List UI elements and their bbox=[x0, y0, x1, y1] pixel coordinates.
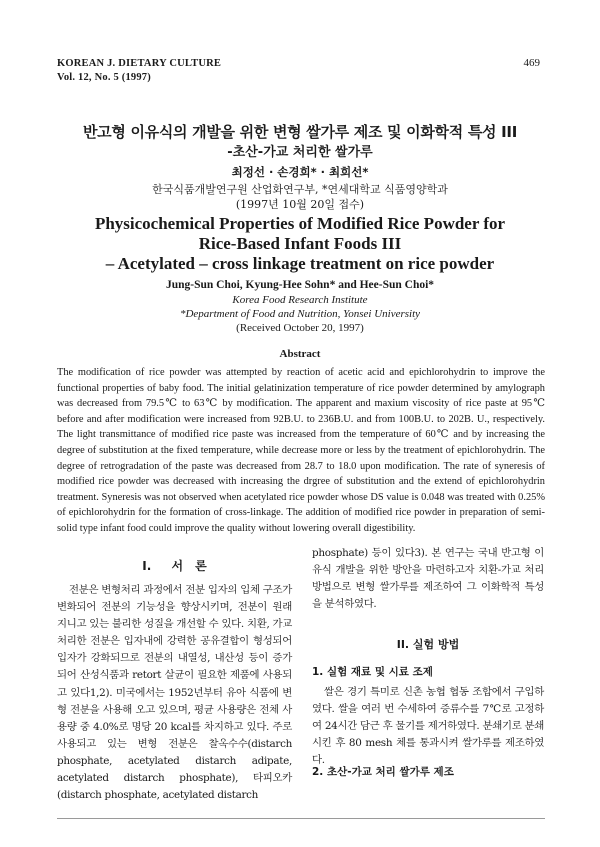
journal-header bbox=[57, 57, 221, 85]
english-institute-1: Korea Food Research Institute bbox=[232, 294, 368, 306]
korean-subtitle: -초산-가교 처리한 쌀가루 bbox=[227, 145, 373, 160]
subsection-2-heading: 2. 초산-가교 처리 쌀가루 제조 bbox=[312, 766, 454, 778]
page-number: 469 bbox=[523, 57, 540, 69]
abstract-text: The modification of rice powder was attempted by reaction of acetic acid and epichlorohydrin to improve the functional properties of baby food. The initial gelatinization temperature of rice powder determined by amylograph was decreased from 79.5℃ to 63℃ by modification. The apparent and maxium viscosity of rice paste at 95℃ before and after modification were increased from 92B.U. to 236B.U. and from 100B.U. to 202B. U., respectively. The light transmittance of modified rice paste was increased from the temperature of 60℃ and by increasing the degree of substitution at the fixed temperature, while decrease more or less by the treatment of epichlorohydrin. The degree of retrogradation of the paste was decreased from 28.7 to 18.0 upon modification. The rate of syneresis of modified rice powder was decreased with increasing the drgree of substitution and the extend of epichlorohydrin treatment. Syneresis was not observed when acetylated rice powder whose DS value is 0.048 was treated with 0.25% of epichlorohydrin for the formation of cross-linkage. The addition of modified rice powder in preparation of semi-solid type infant food could improve the quality without lowering overall digestibility. bbox=[57, 367, 545, 534]
subsection-1-heading: 1. 실험 재료 및 시료 조제 bbox=[312, 666, 433, 678]
english-title-line-2: Rice-Based Infant Foods III bbox=[198, 234, 402, 253]
korean-authors: 최정선 · 손경희* · 최희선* bbox=[231, 165, 369, 179]
section-1-heading: I. 서 론 bbox=[142, 559, 207, 573]
journal-volume: Vol. 12, No. 5 (1997) bbox=[57, 72, 151, 83]
english-authors: Jung-Sun Choi, Kyung-Hee Sohn* and Hee-Sun Choi* bbox=[165, 279, 435, 291]
korean-affiliation: 한국식품개발연구원 산업화연구부, *연세대학교 식품영양학과 bbox=[152, 183, 448, 196]
english-title-line-3: – Acetylated – cross linkage treatment on rice powder bbox=[105, 254, 495, 273]
right-column-continuation: phosphate) 등이 있다3). 본 연구는 국내 반고형 이유식 개발을 위한 방안을 마련하고자 치환-가교 처리 방법으로 변형 쌀가루를 제조하여 그 이화학적 특성을 분석하였다. bbox=[312, 547, 544, 611]
subsection-1-text: 쌀은 경기 특미로 신촌 농협 협동 조합에서 구입하였다. 쌀을 여러 번 수세하여 증류수를 7℃로 고정하여 24시간 담근 후 물기를 제거하였다. 분쇄기로 분쇄시킨 후 80 mesh 체를 통과시켜 쌀가루를 제조하였다. bbox=[312, 686, 544, 767]
section-1-text: 전분은 변형처리 과정에서 전분 입자의 입체 구조가 변화되어 전분의 기능성을 향상시키며, 전분이 원래 지니고 있는 불리한 성질을 개선할 수 있다. 치환, 가교 처리한 전분은 입자내에 강력한 공유결합이 형성되어 입자가 강화되므로 전분의 내열성, 내산성 등이 증가되어 산성식품과 retort 살균이 필요한 제품에 사용되고 있다1,2). 미국에서는 1952년부터 유아 식품에 변형 전분을 사용해 오고 있으며, 평균 사용량은 전체 사용량 중 4.0%로 명당 20 kcal를 차지하고 있다. 주로 사용되고 있는 변형 전분은 찰옥수수(distarch phosphate, acetylated distarch adipate, acetylated distarch phosphate), 타피오카(distarch phosphate, acetylated distarch bbox=[57, 584, 292, 802]
journal-name: KOREAN J. DIETARY CULTURE bbox=[57, 58, 222, 69]
korean-received-date: (1997년 10월 20일 접수) bbox=[235, 198, 365, 211]
english-title-line-1: Physicochemical Properties of Modified Rice Powder for bbox=[94, 214, 506, 233]
page-bottom-rule bbox=[57, 818, 545, 819]
abstract-heading: Abstract bbox=[279, 348, 321, 360]
korean-title: 반고형 이유식의 개발을 위한 변형 쌀가루 제조 및 이화학적 특성 III bbox=[82, 123, 517, 141]
section-2-heading: II. 실험 방법 bbox=[396, 638, 460, 651]
english-received-date: (Received October 20, 1997) bbox=[236, 322, 364, 334]
english-institute-2: *Department of Food and Nutrition, Yonsei University bbox=[179, 308, 421, 320]
